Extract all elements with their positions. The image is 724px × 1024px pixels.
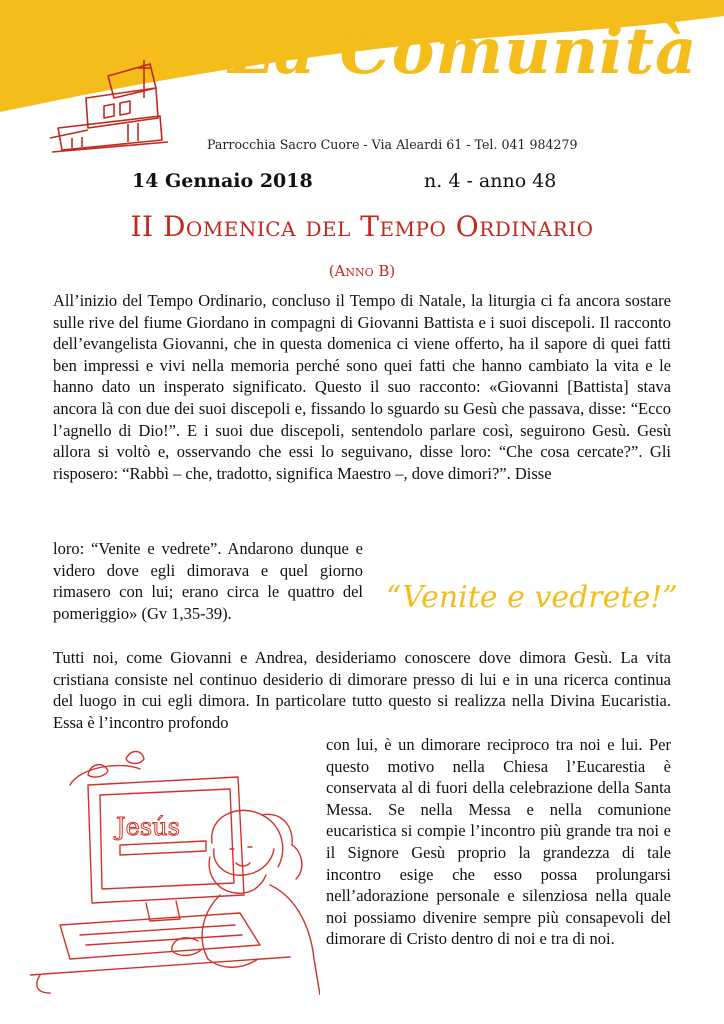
svg-text:Jesús: Jesús (116, 813, 180, 841)
article-subtitle: (Anno B) (328, 262, 396, 280)
article-title: II Domenica del Tempo Ordinario (130, 210, 594, 243)
jesus-figure-icon (212, 810, 283, 867)
church-logo-icon (48, 58, 178, 158)
paragraph-eucharist: Tutti noi, come Giovanni e Andrea, desideriamo conoscere dove dimora Gesù. La vita cristiana consiste nel continuo desiderio di dimorare presso di lui e in una ricerca continua del luogo in cui egli dimora. In particolare tutto questo si realizza nella Divina Eucaristia. Essa è l’incontro profondo (53, 648, 671, 732)
issue-number: n. 4 - anno 48 (424, 170, 557, 192)
bird-branch-icon (70, 766, 140, 785)
jesus-computer-illustration (30, 745, 320, 995)
parish-address: Parrocchia Sacro Cuore - Via Aleardi 61 - Tel. 041 984279 (207, 137, 578, 152)
issue-date: 14 Gennaio 2018 (132, 170, 313, 192)
pull-quote: “Venite e vedrete!” (386, 580, 678, 615)
newsletter-masthead: La Comunità (228, 14, 698, 89)
paragraph-intro: All’inizio del Tempo Ordinario, concluso il Tempo di Natale, la liturgia ci fa ancora sostare sulle rive del fiume Giordano in compagni di Giovanni Battista e i suoi discepoli. Il racconto dell’evangelista Giovanni, che in questa domenica ci viene offerto, ha il sapore di quei fatti ben impressi e vivi nella memoria perché sono quei fatti che hanno cambiato la vita e le hanno dato un insperato significato. Questo il suo racconto: «Giovanni [Battista] stava ancora là con due dei suoi discepoli e, fissando lo sguardo su Gesù che passava, disse: “Ecco l’agnello di Dio!”. E i suoi due discepoli, sentendolo parlare così, seguirono Gesù. Gesù allora si voltò e, osservando che essi lo seguivano, disse loro: “Che cosa cercate?”. Gli risposero: “Rabbì – che, tradotto, significa Maestro –, dove dimori?”. Disse (53, 291, 671, 483)
paragraph-adoration: con lui, è un dimorare reciproco tra noi e lui. Per questo motivo nella Chiesa l’Eucarestia è conservata al di fuori della celebrazione della Santa Messa. Se nella Messa e nella comunione eucaristica si compie l’incontro più grande tra noi e il Signore Gesù proprio la grandezza di tale incontro esige che esso possa prolungarsi nell’adorazione personale e silenziosa nella quale noi possiamo divenire sempre più consapevoli del dimorare di Cristo dentro di noi e tra di noi. (326, 735, 671, 949)
paragraph-gospel-end: loro: “Venite e vedrete”. Andarono dunque e videro dove egli dimorava e quel giorno rimasero con lui; erano circa le quattro del pomeriggio» (Gv 1,35-39). (53, 539, 363, 623)
